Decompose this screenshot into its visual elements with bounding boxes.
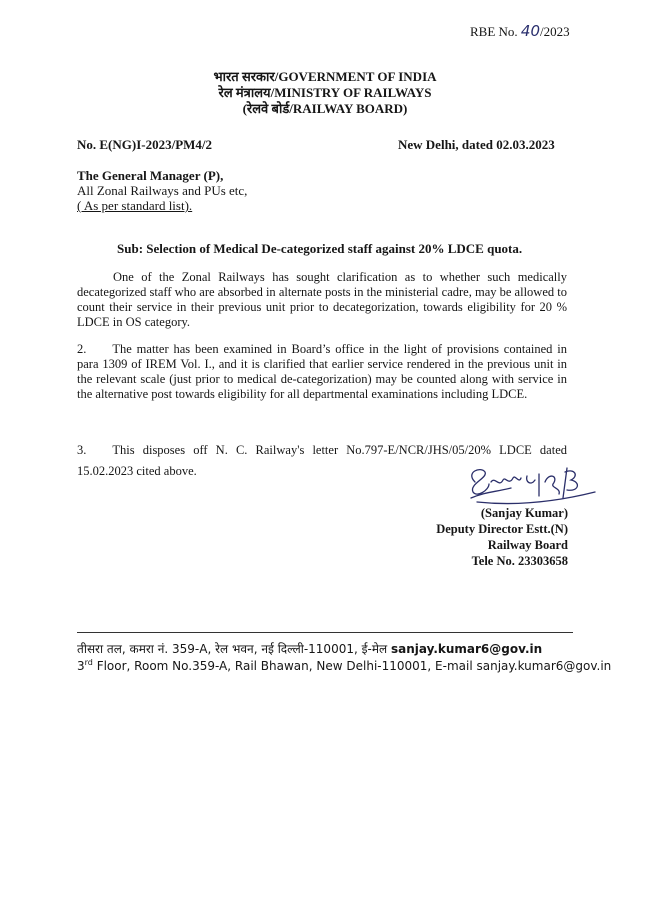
- addressee-list: ( As per standard list).: [77, 198, 193, 213]
- header-govt: भारत सरकार/GOVERNMENT OF INDIA: [213, 69, 437, 84]
- footer-english-address: [77, 658, 611, 673]
- paragraph-1: One of the Zonal Railways has sought clarification as to whether such medically decategorized staff who are absorbed in alternate posts in the ministerial cadre, may be allowed to count their service in their previous unit prior to decategorization, towards eligibility for 20 % LDCE in OS category.: [77, 270, 567, 329]
- subject-line: Sub: Selection of Medical De-categorized staff against 20% LDCE quota.: [117, 241, 523, 256]
- footer-floor-suffix: rd: [84, 658, 93, 667]
- header-ministry: रेल मंत्रालय/MINISTRY OF RAILWAYS: [218, 85, 432, 100]
- signatory-tele: Tele No. 23303658: [471, 554, 568, 568]
- signatory-designation: Deputy Director Estt.(N): [436, 522, 568, 536]
- paragraph-2: [77, 342, 567, 402]
- footer-hindi-text: तीसरा तल, कमरा नं. 359-A, रेल भवन, नई दिल्ली-110001, ई-मेल: [77, 642, 391, 656]
- rbe-handwritten-number: 40: [520, 22, 541, 40]
- header-board: (रेलवे बोर्ड/RAILWAY BOARD): [242, 101, 408, 116]
- footer-divider: [77, 632, 573, 633]
- addressee-title: The General Manager (P),: [77, 168, 224, 183]
- paragraph-2-number: 2.: [77, 342, 87, 356]
- reference-number: No. E(NG)I-2023/PM4/2: [77, 137, 213, 152]
- footer-floor-number: 3: [77, 659, 85, 673]
- paragraph-2-text: The matter has been examined in Board’s office in the light of provisions contained in para 1309 of IREM Vol. I., and it is clarified that earlier service rendered in the previous unit in the relevant scale (just prior to medical de-categorization) may be counted along with service in the alternative post towards eligibility for all departmental examinations including LDCE.: [77, 342, 567, 401]
- paragraph-3-number: 3.: [77, 443, 87, 457]
- addressee-line: All Zonal Railways and PUs etc,: [77, 183, 248, 198]
- footer-email: sanjay.kumar6@gov.in: [390, 642, 543, 656]
- footer-english-text: Floor, Room No.359-A, Rail Bhawan, New Delhi-110001, E-mail sanjay.kumar6@gov.in: [92, 659, 612, 673]
- signatory-office: Railway Board: [487, 538, 568, 552]
- rbe-suffix: /2023: [540, 24, 570, 39]
- footer-hindi-address: [77, 640, 542, 657]
- rbe-prefix: RBE No.: [470, 24, 518, 39]
- paragraph-3-text: This disposes off N. C. Railway's letter No.797-E/NCR/JHS/05/20% LDCE dated 15.02.2023 cited above.: [77, 443, 567, 478]
- rbe-number: [470, 22, 570, 40]
- signatory-name: (Sanjay Kumar): [480, 506, 568, 520]
- place-date: New Delhi, dated 02.03.2023: [398, 137, 555, 152]
